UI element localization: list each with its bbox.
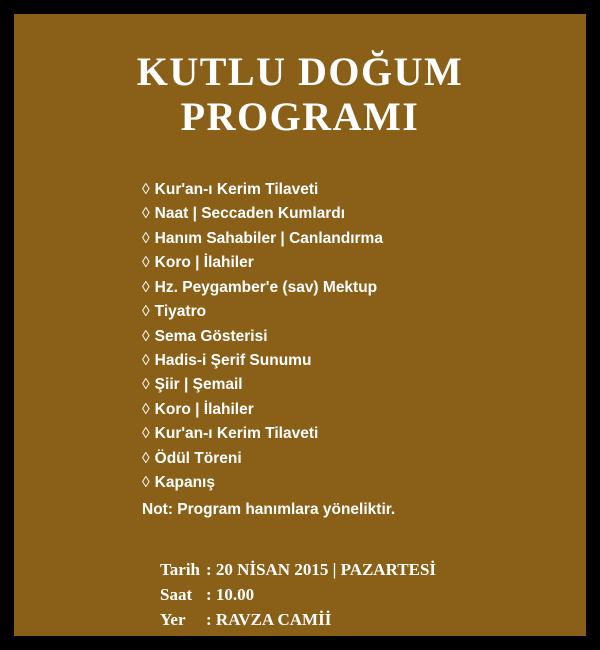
list-item	[142, 471, 522, 495]
diamond-icon: ◊	[142, 205, 150, 223]
diamond-icon: ◊	[142, 278, 150, 296]
diamond-icon: ◊	[142, 376, 150, 394]
info-separator-date: :	[206, 560, 212, 580]
list-item	[142, 300, 522, 324]
list-item	[142, 251, 522, 275]
list-item-label: Koro | İlahiler	[154, 400, 254, 418]
program-list	[142, 178, 522, 523]
list-item	[142, 276, 522, 300]
diamond-icon: ◊	[142, 449, 150, 467]
info-separator-time: :	[206, 585, 212, 605]
list-item-label: Kapanış	[154, 474, 215, 492]
list-item	[142, 178, 522, 202]
list-item	[142, 422, 522, 446]
diamond-icon: ◊	[142, 474, 150, 492]
list-item-label: Tiyatro	[154, 303, 207, 321]
list-item-label: Kur'an-ı Kerim Tilaveti	[154, 180, 319, 198]
poster-canvas	[14, 14, 586, 636]
list-item-label: Koro | İlahiler	[154, 254, 254, 272]
list-item	[142, 349, 522, 373]
list-item	[142, 398, 522, 422]
list-item	[142, 447, 522, 471]
info-value-place: RAVZA CAMİİ	[215, 609, 332, 629]
info-label-time: Saat	[160, 585, 193, 605]
diamond-icon: ◊	[142, 425, 150, 443]
event-info	[160, 558, 586, 632]
page-title	[14, 50, 586, 140]
list-item-label: Hz. Peygamber'e (sav) Mektup	[154, 278, 378, 296]
list-item-label: Hanım Sahabiler | Canlandırma	[154, 229, 383, 247]
diamond-icon: ◊	[142, 303, 150, 321]
list-item-label: Kur'an-ı Kerim Tilaveti	[154, 425, 319, 443]
list-item	[142, 373, 522, 397]
info-label-date: Tarih	[160, 560, 201, 580]
program-note: Not: Program hanımlara yöneliktir.	[142, 500, 396, 518]
list-item	[142, 325, 522, 349]
diamond-icon: ◊	[142, 351, 150, 369]
info-row-date	[160, 558, 586, 583]
info-value-time: 10.00	[215, 585, 255, 605]
diamond-icon: ◊	[142, 180, 150, 198]
list-item	[142, 227, 522, 251]
diamond-icon: ◊	[142, 254, 150, 272]
list-item-label: Şiir | Şemail	[154, 376, 243, 394]
list-item	[142, 202, 522, 226]
diamond-icon: ◊	[142, 400, 150, 418]
list-item-label: Ödül Töreni	[154, 449, 242, 467]
list-item-label: Sema Gösterisi	[154, 327, 268, 345]
title-line-1: KUTLU DOĞUM	[136, 49, 464, 94]
diamond-icon: ◊	[142, 229, 150, 247]
list-item-label: Naat | Seccaden Kumlardı	[154, 205, 346, 223]
info-row-place	[160, 608, 586, 633]
list-item-label: Hadis-i Şerif Sunumu	[154, 351, 312, 369]
info-label-place: Yer	[160, 609, 186, 629]
info-separator-place: :	[206, 609, 212, 629]
info-row-time	[160, 583, 586, 608]
info-value-date: 20 NİSAN 2015 | PAZARTESİ	[215, 560, 437, 580]
title-line-2: PROGRAMI	[180, 93, 420, 139]
diamond-icon: ◊	[142, 327, 150, 345]
